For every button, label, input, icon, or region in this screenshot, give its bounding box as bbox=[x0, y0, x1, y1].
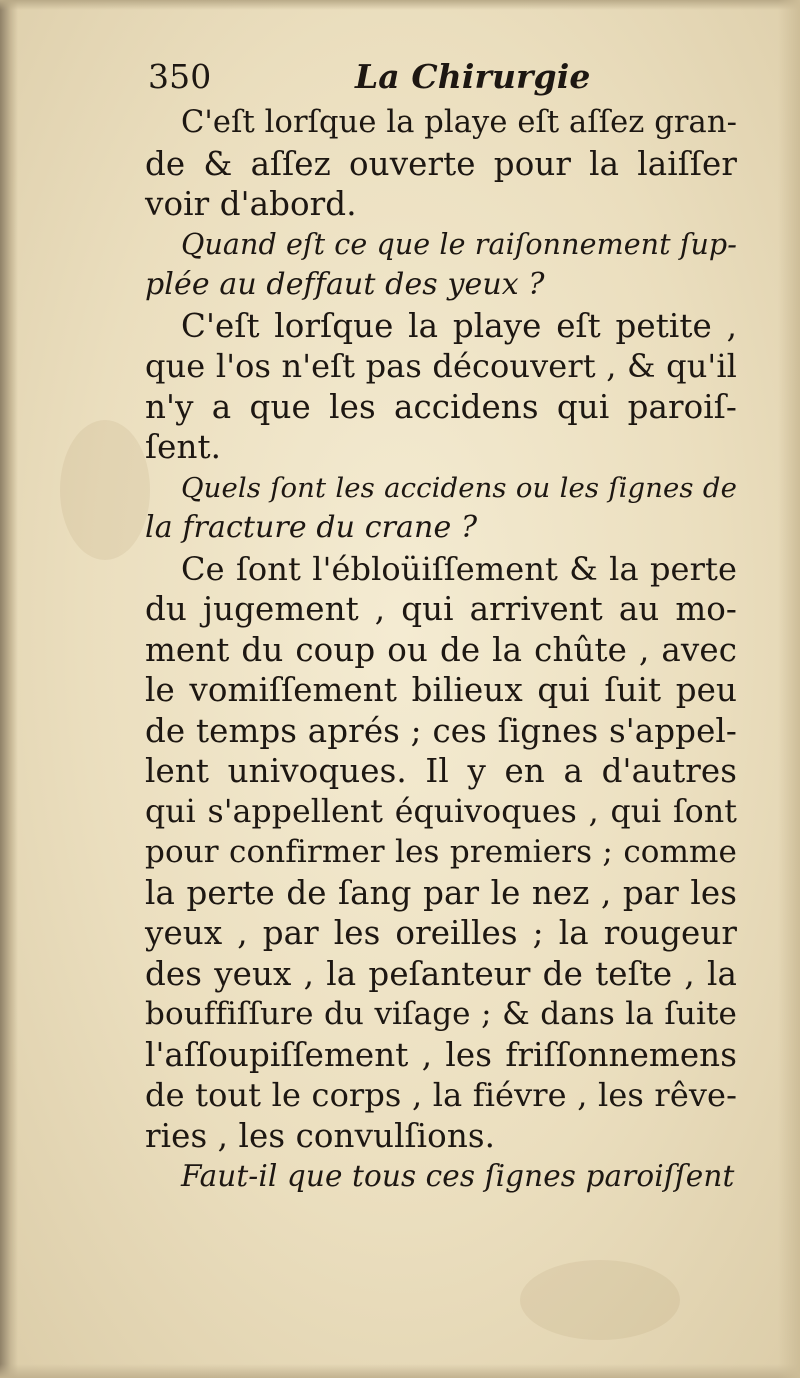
question-paragraph bbox=[145, 225, 737, 306]
page-header bbox=[145, 55, 737, 103]
text-line: ment du coup ou de la chûte , avec bbox=[145, 630, 737, 669]
running-head: La Chirurgie bbox=[355, 57, 591, 96]
text-line: qui s'appellent équivoques , qui ſont bbox=[145, 793, 737, 830]
text-line: de tout le corps , la fiévre , les rêve- bbox=[145, 1076, 737, 1114]
body-text bbox=[145, 103, 737, 1197]
text-line: ſent. bbox=[145, 428, 222, 466]
question-paragraph bbox=[145, 1156, 737, 1197]
text-line: voir d'abord. bbox=[145, 185, 357, 223]
text-line: plée au deffaut des yeux ? bbox=[145, 267, 545, 302]
text-line: C'eſt lorſque la playe eſt petite , bbox=[181, 306, 737, 345]
paper-stain bbox=[60, 420, 150, 560]
text-line: la perte de ſang par le nez , par les bbox=[145, 873, 737, 912]
answer-paragraph bbox=[145, 549, 737, 1157]
text-line: C'eſt lorſque la playe eſt aſſez gran- bbox=[181, 105, 737, 140]
text-line: pour confirmer les premiers ; comme bbox=[145, 834, 737, 870]
page-number: 350 bbox=[148, 57, 212, 96]
answer-paragraph bbox=[145, 103, 737, 225]
text-line: du jugement , qui arrivent au mo- bbox=[145, 590, 737, 628]
text-line: Quand eſt ce que le raiſonnement ſup- bbox=[181, 227, 737, 261]
paper-stain bbox=[520, 1260, 680, 1340]
page-gutter-shadow bbox=[0, 0, 18, 1378]
text-line: de temps aprés ; ces ſignes s'appel- bbox=[145, 711, 737, 750]
page-top-edge bbox=[0, 0, 800, 10]
text-line: yeux , par les oreilles ; la rougeur bbox=[145, 914, 737, 952]
text-line: des yeux , la peſanteur de teſte , la bbox=[145, 954, 737, 993]
text-line: l'aſſoupiſſement , les friſſonnemens bbox=[145, 1035, 737, 1074]
text-line: que l'os n'eſt pas découvert , & qu'il bbox=[145, 347, 737, 385]
text-line: ries , les convulſions. bbox=[145, 1116, 496, 1155]
text-line: bouffiſſure du viſage ; & dans la ſuite bbox=[145, 996, 737, 1032]
text-line: n'y a que les accidens qui paroiſ- bbox=[145, 387, 737, 426]
text-line: Faut-il que tous ces ſignes paroiſſent bbox=[181, 1159, 735, 1193]
page-text-block bbox=[145, 55, 737, 1197]
text-line: Ce ſont l'ébloüiſſement & la perte bbox=[181, 549, 737, 588]
answer-paragraph bbox=[145, 306, 737, 468]
question-paragraph bbox=[145, 468, 737, 549]
page-right-edge bbox=[778, 0, 800, 1378]
text-line: la fracture du crane ? bbox=[145, 510, 478, 545]
page-bottom-edge bbox=[0, 1364, 800, 1378]
text-line: lent univoques. Il y en a d'autres bbox=[145, 752, 737, 790]
text-line: le vomiſſement bilieux qui ſuit peu bbox=[145, 671, 737, 709]
text-line: Quels ſont les accidens ou les ſignes de bbox=[181, 471, 737, 504]
text-line: de & aſſez ouverte pour la laiſſer bbox=[145, 144, 737, 183]
